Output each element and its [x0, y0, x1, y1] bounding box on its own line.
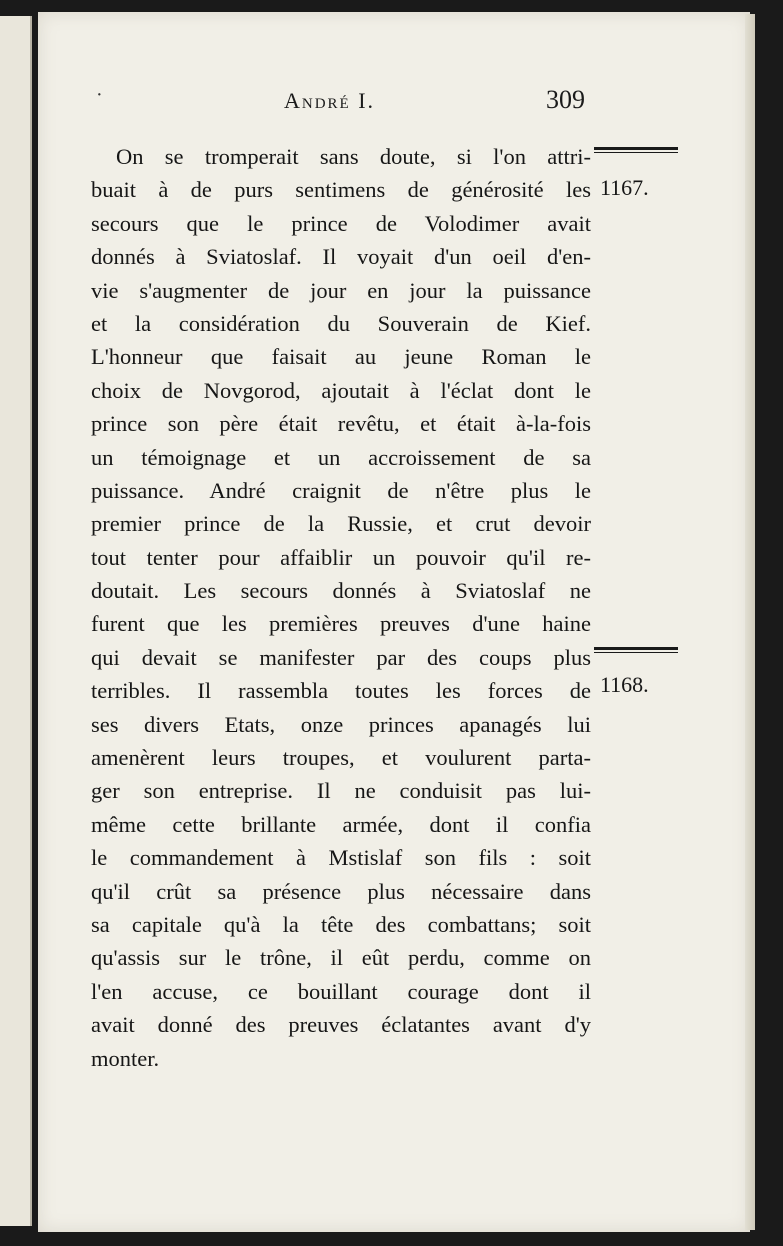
text-line: secours que le prince de Volodimer avait: [91, 210, 591, 236]
margin-rule-thin: [594, 652, 678, 653]
text-line: terribles. Il rassembla toutes les forces de: [91, 678, 591, 704]
margin-rule-thin: [594, 152, 678, 153]
text-line: qu'assis sur le trône, il eût perdu, comme on: [91, 945, 591, 971]
text-line: L'honneur que faisait au jeune Roman le: [91, 344, 591, 370]
margin-year-1167: 1167.: [600, 175, 649, 200]
text-line: On se tromperait sans doute, si l'on attri-: [116, 144, 591, 169]
text-line: prince son père était revêtu, et était à-la-fois: [91, 411, 591, 437]
text-line: tout tenter pour affaiblir un pouvoir qu'il re-: [91, 544, 591, 570]
text-line: ger son entreprise. Il ne conduisit pas lui-: [91, 778, 591, 804]
margin-rule-1167: [594, 147, 678, 155]
page-edge-shadow: [745, 14, 755, 1230]
text-line: vie s'augmenter de jour en jour la puissance: [91, 277, 591, 303]
facing-page-edge: [0, 16, 32, 1226]
running-head: André I.: [284, 88, 376, 113]
body-text: [91, 140, 591, 1075]
text-line: buait à de purs sentimens de générosité les: [91, 177, 591, 203]
text-line: le commandement à Mstislaf son fils : soit: [91, 845, 591, 871]
text-line: puissance. André craignit de n'être plus le: [91, 477, 591, 503]
text-line: monter.: [91, 1045, 160, 1071]
text-line: qu'il crût sa présence plus nécessaire dans: [91, 878, 591, 904]
text-line: qui devait se manifester par des coups plus: [91, 644, 591, 670]
margin-rule-1168: [594, 647, 678, 655]
page-number: 309: [546, 85, 585, 114]
page-header: [46, 76, 598, 116]
header-mark: ·: [96, 84, 103, 106]
text-line: l'en accuse, ce bouillant courage dont il: [91, 978, 591, 1004]
text-line: un témoignage et un accroissement de sa: [91, 444, 591, 470]
text-line: doutait. Les secours donnés à Sviatoslaf ne: [91, 578, 591, 604]
margin-rule-thick: [594, 647, 678, 650]
text-line: même cette brillante armée, dont il confia: [91, 811, 591, 837]
text-line: premier prince de la Russie, et crut devoir: [91, 511, 591, 537]
margin-rule-thick: [594, 147, 678, 150]
text-line: amenèrent leurs troupes, et voulurent parta-: [91, 745, 591, 771]
text-line: et la considération du Souverain de Kief.: [91, 310, 591, 336]
text-line: choix de Novgorod, ajoutait à l'éclat dont le: [91, 377, 591, 403]
text-line: sa capitale qu'à la tête des combattans; soit: [91, 911, 591, 937]
text-line: avait donné des preuves éclatantes avant d'y: [91, 1012, 591, 1038]
margin-year-1168: 1168.: [600, 672, 649, 697]
text-line: donnés à Sviatoslaf. Il voyait d'un oeil d'en-: [91, 244, 591, 270]
text-line: furent que les premières preuves d'une haine: [91, 611, 591, 637]
text-line: ses divers Etats, onze princes apanagés lui: [91, 711, 591, 737]
